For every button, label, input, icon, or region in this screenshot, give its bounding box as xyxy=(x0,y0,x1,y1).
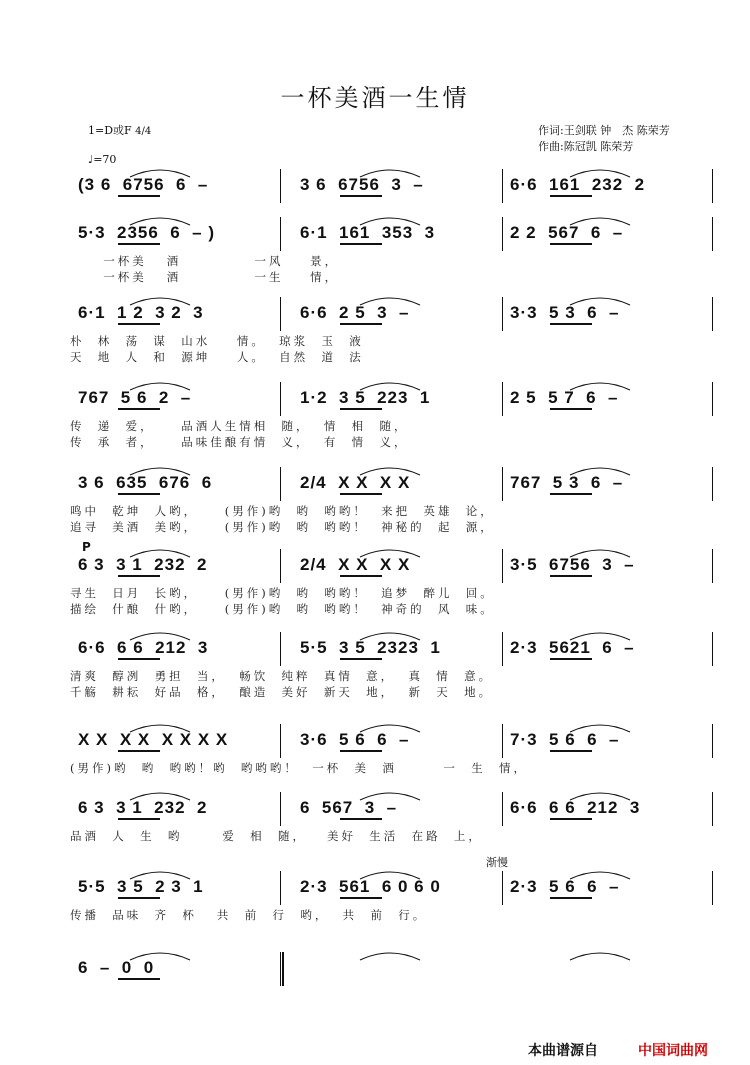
measure-notes: 767 5 3 6 – xyxy=(510,473,624,492)
lyrics-verse-2: 描绘 什酿 什哟， (男作)哟 哟 哟哟！ 神奇的 风 味。 xyxy=(70,602,495,616)
lyrics-verse-1: 传播 品味 齐 杯 共 前 行 哟， 共 前 行。 xyxy=(70,908,428,922)
barline xyxy=(712,382,713,416)
measure-notes: 6 3 3 1 232 2 xyxy=(78,798,208,817)
rhythm-beam xyxy=(550,575,592,577)
barline xyxy=(502,382,503,416)
lyrics-verse-1: 清爽 醇冽 勇担 当， 畅饮 纯粹 真情 意， 真 情 意。 xyxy=(70,669,494,683)
rhythm-beam xyxy=(118,658,160,660)
tempo-slow-down-mark: 渐慢 xyxy=(486,856,508,869)
lyrics-verse-1: (男作)哟 哟 哟哟！哟 哟哟哟！ 一杯 美 酒 一 生 情， xyxy=(70,761,529,775)
measure-notes: 7·3 5 6 6 – xyxy=(510,730,620,749)
measure-notes: 5·3 2356 6 – ) xyxy=(78,223,216,242)
rhythm-beam xyxy=(118,750,160,752)
rhythm-beam xyxy=(550,408,592,410)
measure-notes: 3·3 5 3 6 – xyxy=(510,303,620,322)
barline xyxy=(712,792,713,826)
rhythm-beam xyxy=(118,818,160,820)
barline xyxy=(502,549,503,583)
composer-credit: 作曲:陈冠凯 陈荣芳 xyxy=(538,140,634,153)
tempo-mark: ♩=70 xyxy=(88,153,117,166)
barline xyxy=(502,467,503,501)
barline xyxy=(502,792,503,826)
barline xyxy=(280,169,281,203)
barline xyxy=(280,871,281,905)
measure-notes: 2·3 5 6 6 – xyxy=(510,877,620,896)
lyrics-verse-2: 传 承 者， 品味佳酿有情 义， 有 情 义， xyxy=(70,435,409,449)
rhythm-beam xyxy=(550,195,592,197)
barline xyxy=(280,549,281,583)
measure-notes: 6·6 6 6 212 3 xyxy=(510,798,641,817)
barline xyxy=(502,632,503,666)
barline xyxy=(502,297,503,331)
rhythm-beam xyxy=(550,750,592,752)
barline xyxy=(280,217,281,251)
barline xyxy=(280,467,281,501)
barline xyxy=(712,871,713,905)
final-barline xyxy=(280,952,284,986)
lyrics-verse-2: 追寻 美酒 美哟， (男作)哟 哟 哟哟！ 神秘的 起 源， xyxy=(70,520,495,534)
rhythm-beam xyxy=(340,323,382,325)
rhythm-beam xyxy=(340,750,382,752)
measure-notes: 6 3 3 1 232 2 xyxy=(78,555,208,574)
measure-notes: 6·1 161 353 3 xyxy=(300,223,436,242)
barline xyxy=(280,297,281,331)
lyrics-verse-1: 传 递 爱， 品酒人生情相 随， 情 相 随， xyxy=(70,419,409,433)
rhythm-beam xyxy=(118,978,160,980)
lyrics-verse-2: 千觞 耕耘 好品 格， 酿造 美好 新天 地， 新 天 地。 xyxy=(70,685,494,699)
measure-notes: 2·3 561 6 0 6 0 xyxy=(300,877,441,896)
rhythm-beam xyxy=(340,818,382,820)
measure-notes: 1·2 3 5 223 1 xyxy=(300,388,431,407)
key-label: 1=D或F xyxy=(88,124,132,137)
rhythm-beam xyxy=(118,408,160,410)
rhythm-beam xyxy=(550,897,592,899)
rhythm-beam xyxy=(340,195,382,197)
measure-notes: 3 6 6756 3 – xyxy=(300,175,424,194)
lyricist-credit: 作词:王剑联 钟 杰 陈荣芳 xyxy=(538,124,670,137)
lyrics-verse-1: 朴 林 荡 谋 山水 情。 琼浆 玉 液 xyxy=(70,334,364,348)
score-title: 一杯美酒一生情 xyxy=(280,84,470,112)
measure-notes: X X X X X X X X xyxy=(78,730,229,749)
lyrics-verse-1: 一杯美 酒 一风 景， xyxy=(70,254,340,268)
lyrics-verse-2: 一杯美 酒 一生 情， xyxy=(70,270,340,284)
rhythm-beam xyxy=(550,243,592,245)
barline xyxy=(712,467,713,501)
measure-notes: 3·6 5 6 6 – xyxy=(300,730,410,749)
barline xyxy=(502,217,503,251)
measure-notes: 2·3 5621 6 – xyxy=(510,638,635,657)
measure-notes: 6·1 1 2 3 2 3 xyxy=(78,303,204,322)
dynamic-mark-p: P xyxy=(82,540,91,554)
barline xyxy=(712,217,713,251)
measure-notes: 6·6 161 232 2 xyxy=(510,175,646,194)
rhythm-beam xyxy=(118,897,160,899)
footer-source-label: 本曲谱源自 xyxy=(528,1043,598,1059)
rhythm-beam xyxy=(550,323,592,325)
barline xyxy=(502,871,503,905)
measure-notes: 2 5 5 7 6 – xyxy=(510,388,619,407)
rhythm-beam xyxy=(340,243,382,245)
time-signature: 4/4 xyxy=(135,126,152,137)
measure-notes: 2/4 X X X X xyxy=(300,555,411,574)
rhythm-beam xyxy=(340,658,382,660)
measure-notes: 767 5 6 2 – xyxy=(78,388,192,407)
measure-notes: 6·6 6 6 212 3 xyxy=(78,638,209,657)
lyrics-verse-2: 天 地 人 和 源坤 人。 自然 道 法 xyxy=(70,350,364,364)
slur-arc xyxy=(570,953,630,960)
rhythm-beam xyxy=(340,408,382,410)
key-signature xyxy=(88,122,151,138)
rhythm-beam xyxy=(550,493,592,495)
barline xyxy=(280,724,281,758)
measure-notes: 3 6 635 676 6 xyxy=(78,473,213,492)
measure-notes: 2/4 X X X X xyxy=(300,473,411,492)
barline xyxy=(280,382,281,416)
barline xyxy=(712,297,713,331)
rhythm-beam xyxy=(118,575,160,577)
rhythm-beam xyxy=(118,195,160,197)
measure-notes: 3·5 6756 3 – xyxy=(510,555,635,574)
barline xyxy=(502,169,503,203)
barline xyxy=(280,632,281,666)
barline xyxy=(280,792,281,826)
rhythm-beam xyxy=(118,493,160,495)
measure-notes: 2 2 567 6 – xyxy=(510,223,624,242)
measure-notes: 5·5 3 5 2323 1 xyxy=(300,638,441,657)
rhythm-beam xyxy=(118,323,160,325)
rhythm-beam xyxy=(550,658,592,660)
barline xyxy=(502,724,503,758)
rhythm-beam xyxy=(118,243,160,245)
measure-notes: 6 – 0 0 xyxy=(78,958,155,977)
rhythm-beam xyxy=(340,493,382,495)
slur-arc xyxy=(360,953,420,960)
measure-notes: 6·6 2 5 3 – xyxy=(300,303,410,322)
measure-notes: (3 6 6756 6 – xyxy=(78,175,209,194)
measure-notes: 6 567 3 – xyxy=(300,798,398,817)
lyrics-verse-1: 寻生 日月 长哟， (男作)哟 哟 哟哟！ 追梦 醉儿 回。 xyxy=(70,586,495,600)
rhythm-beam xyxy=(550,818,592,820)
barline xyxy=(712,724,713,758)
lyrics-verse-1: 鸣中 乾坤 人哟， (男作)哟 哟 哟哟！ 来把 英雄 论， xyxy=(70,504,495,518)
rhythm-beam xyxy=(340,897,382,899)
barline xyxy=(712,169,713,203)
barline xyxy=(712,632,713,666)
lyrics-verse-1: 品酒 人 生 哟 爱 相 随， 美好 生活 在路 上， xyxy=(70,829,483,843)
measure-notes: 5·5 3 5 2 3 1 xyxy=(78,877,204,896)
barline xyxy=(712,549,713,583)
footer-site-name: 中国词曲网 xyxy=(638,1043,708,1059)
rhythm-beam xyxy=(340,575,382,577)
